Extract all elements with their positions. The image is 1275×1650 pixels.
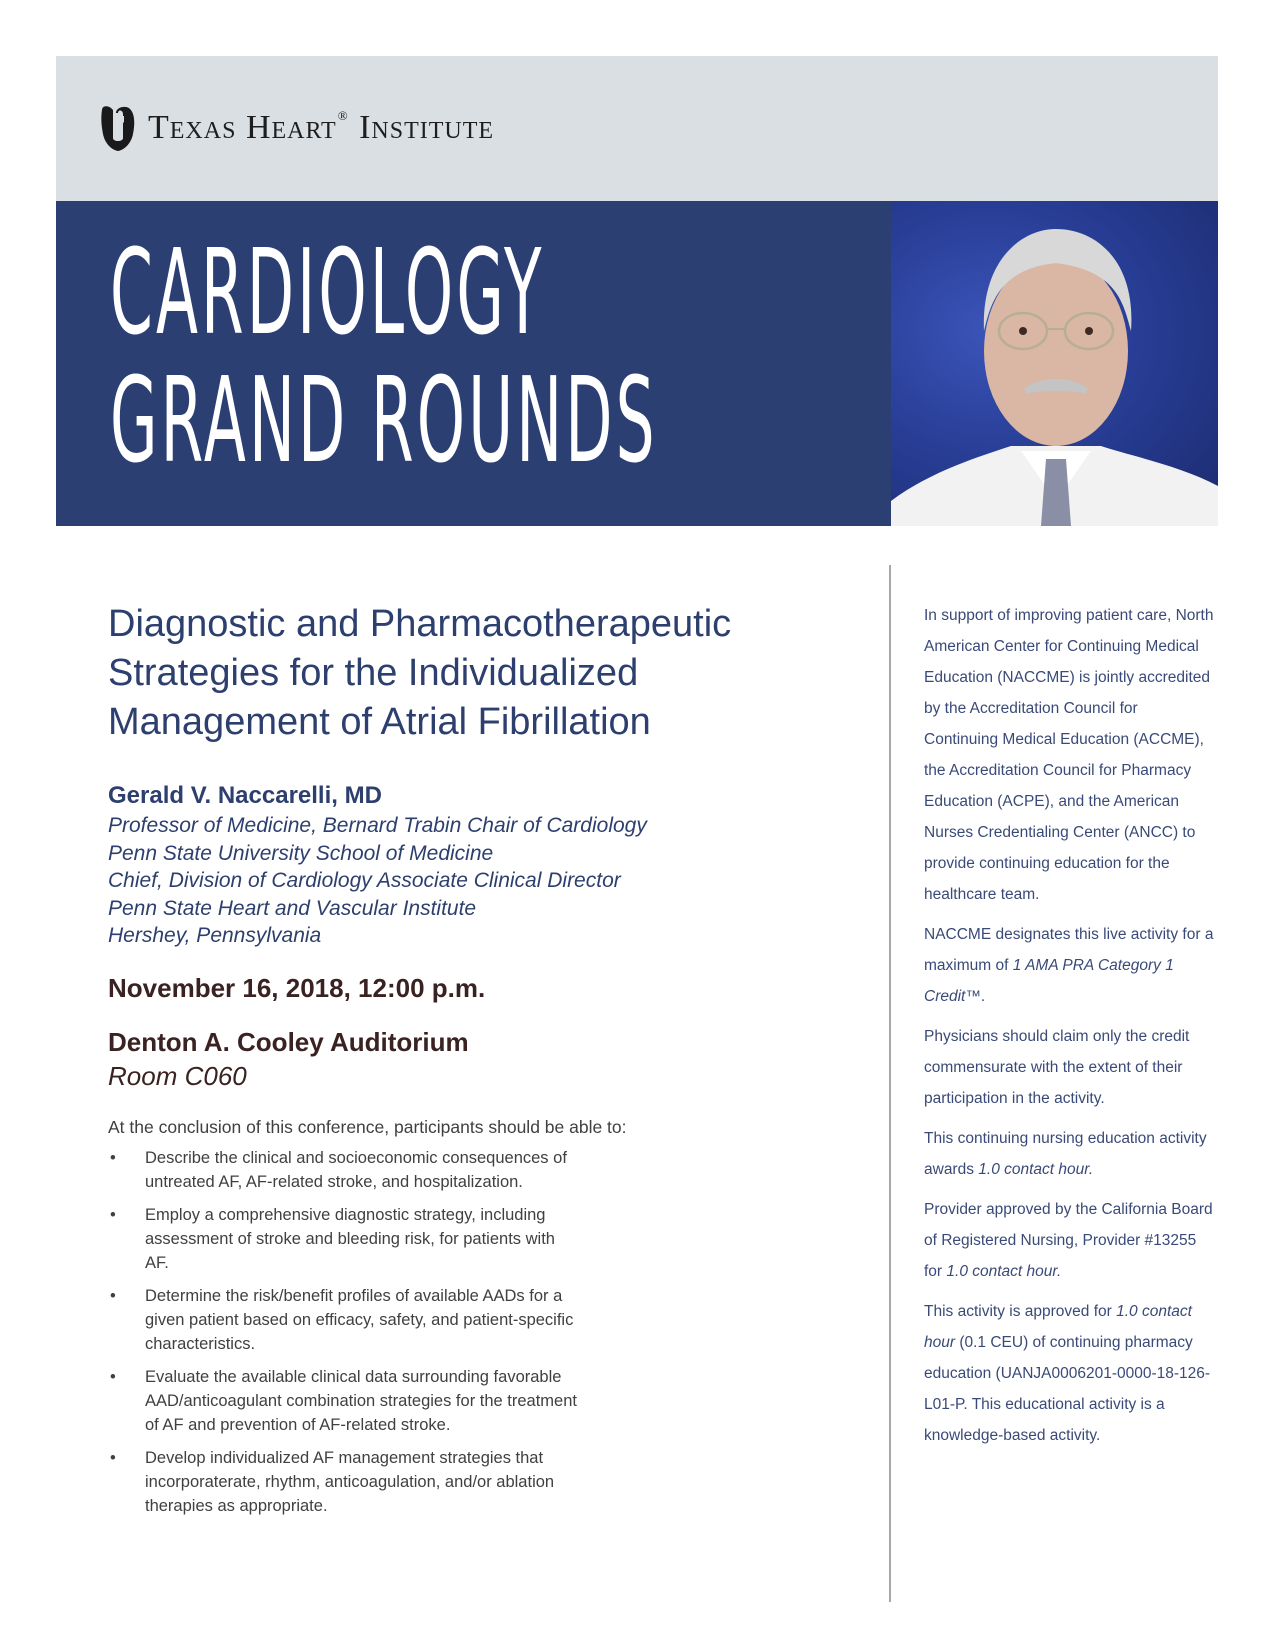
- punctuation: .: [980, 988, 986, 1005]
- institution-logo: [98, 104, 494, 152]
- list-item: [108, 1203, 578, 1275]
- speaker-photo: [891, 201, 1218, 526]
- objective-text: Determine the risk/benefit profiles of available AADs for a given patient based on efficacy, safety, and patient-specific characteristics.: [145, 1287, 574, 1353]
- california-provider-text: Provider approved by the California Board of Registered Nursing, Provider #13255 for: [924, 1201, 1213, 1280]
- accreditation-sidebar: [924, 600, 1214, 1460]
- objective-text: Describe the clinical and socioeconomic consequences of untreated AF, AF-related stroke, and hospitalization.: [145, 1149, 567, 1191]
- list-item: [108, 1365, 578, 1437]
- list-item: [108, 1446, 578, 1518]
- objective-text: Employ a comprehensive diagnostic strategy, including assessment of stroke and bleeding risk, for patients with AF.: [145, 1206, 555, 1272]
- contact-hours: 1.0 contact hour.: [946, 1263, 1062, 1280]
- speaker-affiliation: Penn State University School of Medicine: [108, 841, 494, 865]
- physician-claim-note: Physicians should claim only the credit commensurate with the extent of their participation in the activity.: [924, 1028, 1190, 1107]
- accreditation-statement: In support of improving patient care, North American Center for Continuing Medical Education (NACCME) is jointly accredited by the Accreditation Council for Continuing Medical Education (ACCME), the Accreditation Council for Pharmacy Education (ACPE), and the American Nurses Credentialing Center (ANCC) to provide continuing education for the healthcare team.: [924, 607, 1214, 903]
- registered-mark: ®: [337, 108, 349, 123]
- banner-title-line-2: GRAND ROUNDS: [110, 351, 658, 489]
- bullet-icon: •: [110, 1449, 116, 1467]
- list-item: [108, 1146, 578, 1194]
- credit-designation-text: NACCME designates this live activity for a maximum of: [924, 926, 1214, 974]
- nursing-credit: [924, 1123, 1214, 1185]
- speaker-affiliation: Hershey, Pennsylvania: [108, 924, 322, 947]
- speaker-name: Gerald V. Naccarelli, MD: [108, 782, 382, 809]
- banner-title: [110, 223, 658, 489]
- institution-name-main: Texas Heart: [148, 109, 337, 146]
- contact-hours: 1.0 contact hour.: [978, 1161, 1094, 1178]
- event-venue: Denton A. Cooley Auditorium: [108, 1027, 469, 1057]
- bullet-icon: •: [110, 1149, 116, 1167]
- institution-name: [148, 108, 495, 146]
- banner-title-line-1: CARDIOLOGY: [110, 223, 545, 361]
- heart-shield-icon: [98, 104, 138, 152]
- bullet-icon: •: [110, 1368, 116, 1386]
- nursing-credit-text: This continuing nursing education activity awards: [924, 1130, 1207, 1178]
- objective-text: Evaluate the available clinical data surrounding favorable AAD/anticoagulant combination strategies for the treatment of AF and prevention of AF-related stroke.: [145, 1368, 577, 1434]
- pharmacy-credit-text: This activity is approved for: [924, 1303, 1117, 1320]
- pharmacy-credit: [924, 1296, 1214, 1451]
- speaker-affiliation: Chief, Division of Cardiology Associate Clinical Director: [108, 869, 621, 892]
- lecture-title-line: Diagnostic and Pharmacotherapeutic: [108, 603, 732, 645]
- objectives-list: [108, 1146, 578, 1527]
- bullet-icon: •: [110, 1287, 116, 1305]
- pharmacy-credit-details: (0.1 CEU) of continuing pharmacy education (UANJA0006201-0000-18-126-L01-P. This educational activity is a knowledge-based activity.: [924, 1334, 1211, 1444]
- objective-text: Develop individualized AF management strategies that incorporaterate, rhythm, anticoagulation, and/or ablation therapies as appropriate.: [145, 1449, 555, 1515]
- event-room: Room C060: [108, 1061, 247, 1091]
- lecture-title: [108, 600, 848, 747]
- event-datetime: November 16, 2018, 12:00 p.m.: [108, 973, 486, 1003]
- bullet-icon: •: [110, 1206, 116, 1224]
- credit-designation: [924, 919, 1214, 1012]
- california-provider: [924, 1194, 1214, 1287]
- institution-name-suffix: Institute: [359, 109, 495, 146]
- column-divider: [889, 565, 891, 1602]
- objectives-intro: At the conclusion of this conference, participants should be able to:: [108, 1117, 627, 1137]
- speaker-affiliation: Penn State Heart and Vascular Institute: [108, 896, 477, 920]
- credit-type: 1 AMA PRA Category 1 Credit™: [924, 957, 1174, 1005]
- contact-hours: 1.0 contact hour: [924, 1303, 1192, 1351]
- lecture-title-line: Strategies for the Individualized: [108, 652, 639, 694]
- speaker-affiliations: [108, 812, 647, 950]
- speaker-affiliation: Professor of Medicine, Bernard Trabin Chair of Cardiology: [108, 814, 647, 837]
- lecture-title-line: Management of Atrial Fibrillation: [108, 701, 651, 743]
- list-item: [108, 1284, 578, 1356]
